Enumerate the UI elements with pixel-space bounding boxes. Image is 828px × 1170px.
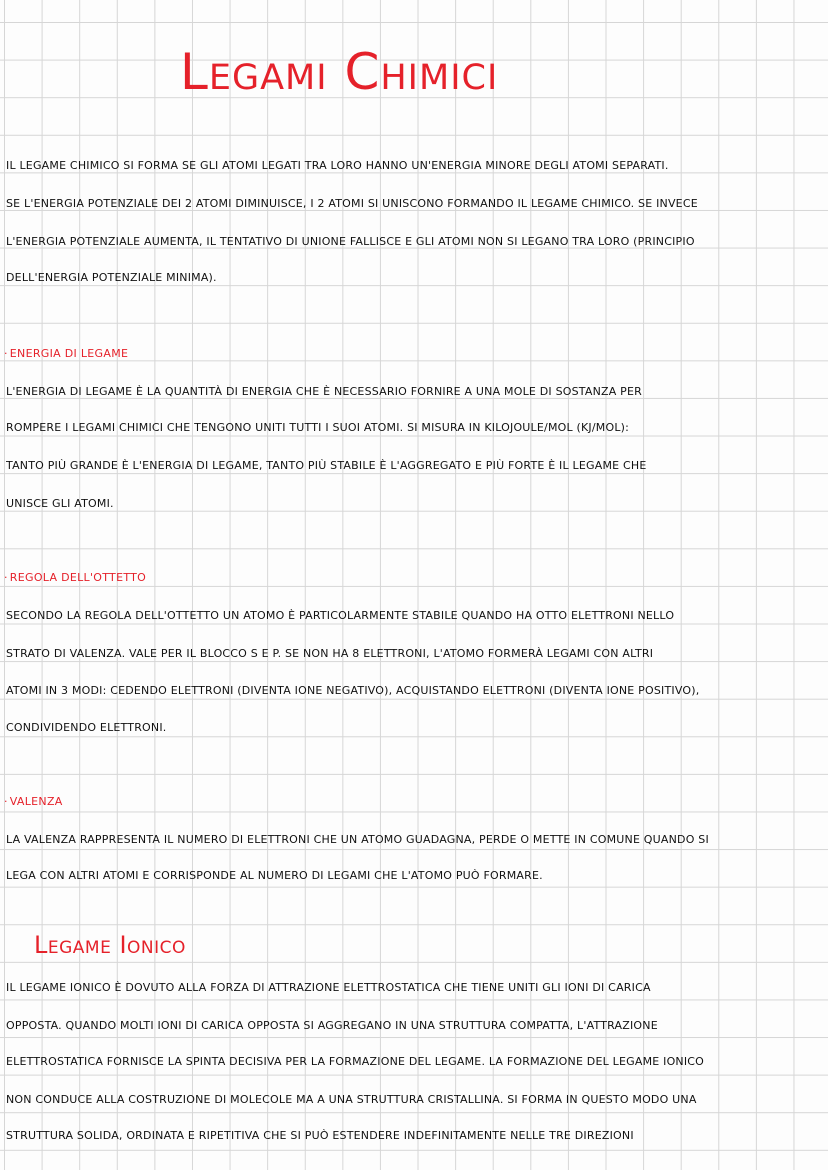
energia-line: ROMPERE I LEGAMI CHIMICI CHE TENGONO UNITI TUTTI I SUOI ATOMI. SI MISURA IN KILOJOULE/MOL (KJ/MOL): xyxy=(6,421,630,434)
page-title: Legami Chimici xyxy=(180,43,499,101)
ottetto-line: CONDIVIDENDO ELETTRONI. xyxy=(6,721,167,734)
bullet-icon: · xyxy=(4,571,8,584)
section-heading-label: VALENZA xyxy=(9,795,63,808)
intro-line: IL LEGAME CHIMICO SI FORMA SE GLI ATOMI LEGATI TRA LORO HANNO UN'ENERGIA MINORE DEGLI ATOMI SEPARATI. xyxy=(6,159,669,172)
intro-line: DELL'ENERGIA POTENZIALE MINIMA). xyxy=(6,271,217,284)
section-heading-label: ENERGIA DI LEGAME xyxy=(9,347,129,360)
ottetto-line: STRATO DI VALENZA. VALE PER IL BLOCCO S E P. SE NON HA 8 ELETTRONI, L'ATOMO FORMERÀ LEGAMI CON ALTRI xyxy=(6,647,654,660)
ionico-line: ELETTROSTATICA FORNISCE LA SPINTA DECISIVA PER LA FORMAZIONE DEL LEGAME. LA FORMAZIONE DEL LEGAME IONICO xyxy=(6,1055,705,1068)
ionico-line: IL LEGAME IONICO È DOVUTO ALLA FORZA DI ATTRAZIONE ELETTROSTATICA CHE TIENE UNITI GLI IONI DI CARICA xyxy=(6,981,651,994)
ionico-line: NON CONDUCE ALLA COSTRUZIONE DI MOLECOLE MA A UNA STRUTTURA CRISTALLINA. SI FORMA IN QUESTO MODO UNA xyxy=(6,1093,697,1106)
intro-line: L'ENERGIA POTENZIALE AUMENTA, IL TENTATIVO DI UNIONE FALLISCE E GLI ATOMI NON SI LEGANO TRA LORO (PRINCIPIO xyxy=(6,235,695,248)
ottetto-line: ATOMI IN 3 MODI: CEDENDO ELETTRONI (DIVENTA IONE NEGATIVO), ACQUISTANDO ELETTRONI (DIVENTA IONE POSITIVO), xyxy=(6,684,700,697)
ionico-line: OPPOSTA. QUANDO MOLTI IONI DI CARICA OPPOSTA SI AGGREGANO IN UNA STRUTTURA COMPATTA, L'ATTRAZIONE xyxy=(6,1019,658,1032)
energia-line: UNISCE GLI ATOMI. xyxy=(6,497,114,510)
section-heading-energia xyxy=(4,346,128,362)
bullet-icon: · xyxy=(4,795,8,808)
section-heading-ottetto xyxy=(4,570,146,586)
bullet-icon: · xyxy=(4,347,8,360)
ottetto-line: SECONDO LA REGOLA DELL'OTTETTO UN ATOMO È PARTICOLARMENTE STABILE QUANDO HA OTTO ELETTRONI NELLO xyxy=(6,609,675,622)
intro-line: SE L'ENERGIA POTENZIALE DEI 2 ATOMI DIMINUISCE, I 2 ATOMI SI UNISCONO FORMANDO IL LEGAME CHIMICO. SE INVECE xyxy=(6,197,698,210)
valenza-line: LA VALENZA RAPPRESENTA IL NUMERO DI ELETTRONI CHE UN ATOMO GUADAGNA, PERDE O METTE IN COMUNE QUANDO SI xyxy=(6,833,709,846)
section-title-ionico: Legame Ionico xyxy=(34,931,186,959)
energia-line: L'ENERGIA DI LEGAME È LA QUANTITÀ DI ENERGIA CHE È NECESSARIO FORNIRE A UNA MOLE DI SOSTANZA PER xyxy=(6,385,642,398)
section-heading-valenza xyxy=(4,794,63,810)
ionico-line: STRUTTURA SOLIDA, ORDINATA E RIPETITIVA CHE SI PUÒ ESTENDERE INDEFINITAMENTE NELLE TRE DIREZIONI xyxy=(6,1129,634,1142)
energia-line: TANTO PIÙ GRANDE È L'ENERGIA DI LEGAME, TANTO PIÙ STABILE È L'AGGREGATO E PIÙ FORTE È IL LEGAME CHE xyxy=(6,459,647,472)
section-heading-label: REGOLA DELL'OTTETTO xyxy=(9,571,147,584)
valenza-line: LEGA CON ALTRI ATOMI E CORRISPONDE AL NUMERO DI LEGAMI CHE L'ATOMO PUÒ FORMARE. xyxy=(6,869,543,882)
